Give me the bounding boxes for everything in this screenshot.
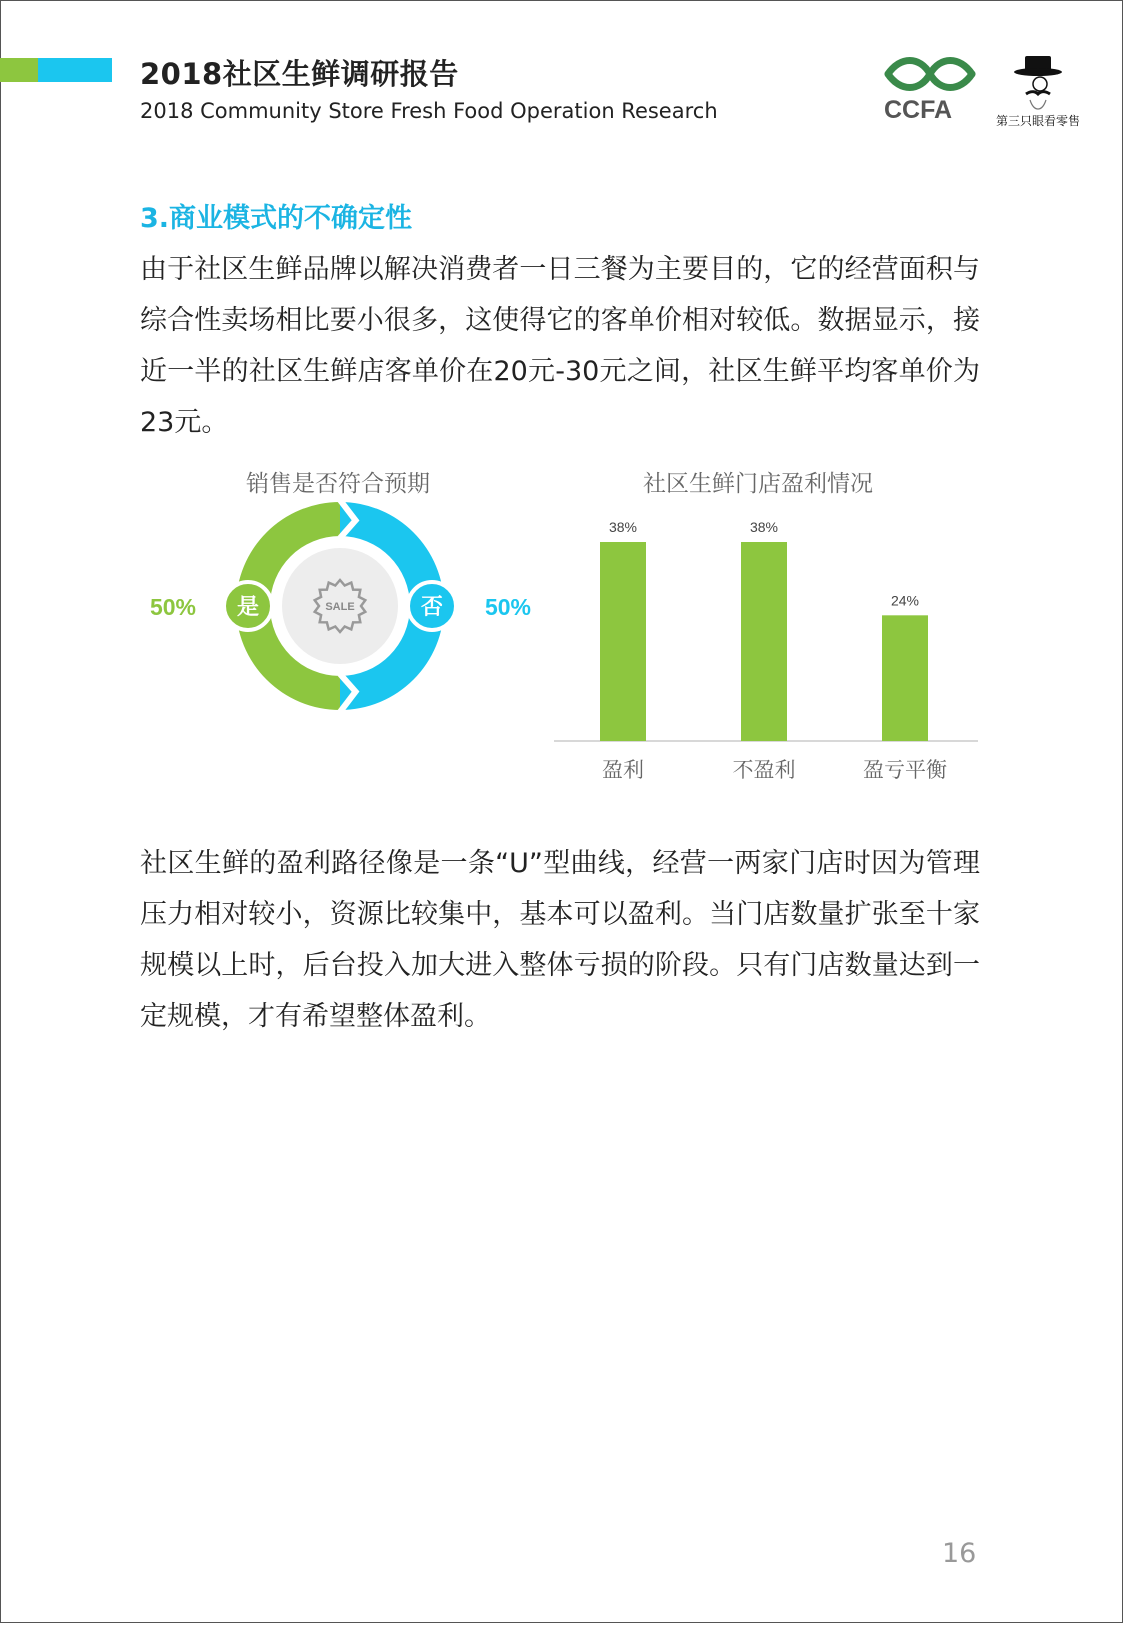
section-heading: 3.商业模式的不确定性: [140, 203, 413, 234]
bar-value-label-2: 24%: [890, 592, 920, 609]
bar-value-label-1: 38%: [749, 519, 779, 535]
svg-text:CCFA: CCFA: [884, 96, 953, 124]
bar-category-label-1: 不盈利: [732, 758, 796, 782]
bar-0: [600, 542, 646, 741]
report-subtitle: 2018 Community Store Fresh Food Operation Research: [140, 99, 718, 123]
third-eye-logo-text: 第三只眼看零售: [996, 114, 1081, 128]
donut-value-label-1: 50%: [484, 594, 532, 620]
bar-chart-title: 社区生鲜门店盈利情况: [643, 471, 873, 497]
report-title: 2018社区生鲜调研报告: [140, 57, 459, 91]
donut-category-label-0: 是: [236, 595, 260, 620]
bar-category-label-2: 盈亏平衡: [863, 758, 947, 782]
donut-value-label-0: 50%: [149, 594, 197, 620]
donut-center-label: SALE: [325, 601, 355, 613]
header-accent-blue: [38, 58, 112, 82]
page-number: 16: [942, 1538, 977, 1569]
bar-1: [741, 542, 787, 741]
bar-value-label-0: 38%: [608, 519, 638, 535]
ccfa-logo: [880, 52, 980, 130]
bar-category-label-0: 盈利: [602, 758, 644, 782]
bar-2: [882, 615, 928, 741]
donut-category-label-1: 否: [420, 595, 444, 620]
body-paragraph-2: 社区生鲜的盈利路径像是一条“U”型曲线，经营一两家门店时因为管理压力相对较小，资源比较集中，基本可以盈利。当门店数量扩张至十家规模以上时，后台投入加大进入整体亏损的阶段。只有门店数量达到一定规模，才有希望整体盈利。: [140, 848, 980, 1032]
bar-chart: [550, 500, 990, 800]
header-accent-green: [0, 58, 38, 82]
body-paragraph-1: 由于社区生鲜品牌以解决消费者一日三餐为主要目的，它的经营面积与综合性卖场相比要小很多，这使得它的客单价相对较低。数据显示，接近一半的社区生鲜店客单价在20元-30元之间，社区生鲜平均客单价为23元。: [140, 254, 980, 438]
donut-chart: [140, 500, 560, 760]
donut-chart-title: 销售是否符合预期: [246, 471, 430, 497]
